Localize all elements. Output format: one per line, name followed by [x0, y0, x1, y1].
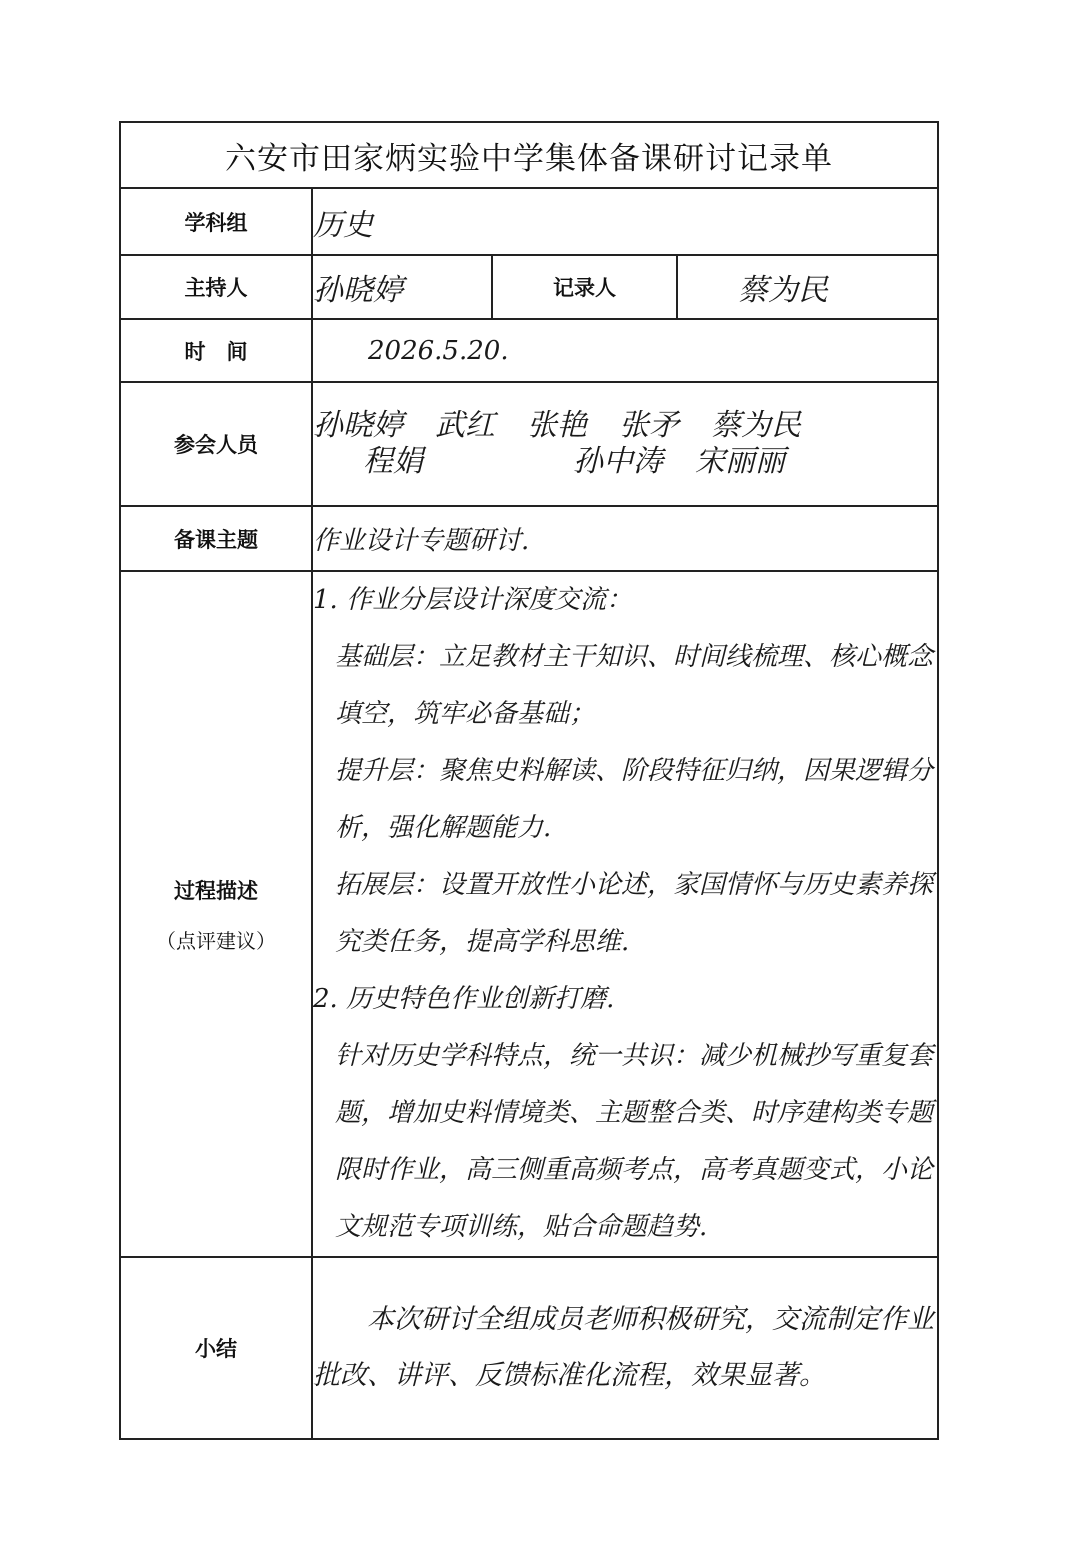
attendees-row-1: [313, 408, 937, 444]
host-label: 主持人: [120, 255, 312, 319]
attendee-name: 武红: [435, 408, 495, 443]
process-line: 拓展层：设置开放性小论述，家国情怀与历史素养探究类任务，提高学科思维.: [335, 870, 934, 957]
record-form: [119, 121, 939, 1440]
time-label: 时 间: [120, 319, 312, 382]
attendee-name: 程娟: [363, 444, 423, 479]
summary-content: [312, 1257, 938, 1439]
process-line: 2. 历史特色作业创新打磨.: [313, 984, 615, 1014]
topic-value: 作业设计专题研讨.: [312, 506, 938, 571]
recorder-label: 记录人: [492, 255, 677, 319]
attendees-row-2: [313, 444, 937, 480]
attendee-name: 张艳: [527, 408, 587, 443]
process-line: 提升层：聚焦史料解读、阶段特征归纳，因果逻辑分析，强化解题能力.: [335, 756, 934, 843]
attendee-name: 宋丽丽: [695, 444, 785, 479]
attendees-label: 参会人员: [120, 382, 312, 506]
topic-label: 备课主题: [120, 506, 312, 571]
process-content: [312, 571, 938, 1257]
attendee-name: 张矛: [619, 408, 679, 443]
process-sublabel: （点评建议）: [156, 928, 276, 953]
attendees-value: [312, 382, 938, 506]
time-value: 2026.5.20.: [312, 319, 938, 382]
attendee-name: 孙晓婷: [313, 408, 403, 443]
attendee-name: 蔡为民: [711, 408, 801, 443]
subject-group-label: 学科组: [120, 188, 312, 255]
process-line: 1. 作业分层设计深度交流：: [313, 585, 633, 615]
process-label-cell: [120, 571, 312, 1257]
process-line: 针对历史学科特点，统一共识：减少机械抄写重复套题，增加史料情境类、主题整合类、时序建构类专题限时作业，高三侧重高频考点，高考真题变式，小论文规范专项训练，贴合命题趋势.: [335, 1041, 934, 1242]
summary-label: 小结: [120, 1257, 312, 1439]
form-title: 六安市田家炳实验中学集体备课研讨记录单: [120, 122, 938, 188]
attendee-name: 孙中涛: [573, 444, 663, 479]
process-label: 过程描述: [174, 878, 258, 903]
subject-group-value: 历史: [312, 188, 938, 255]
summary-text: 本次研讨全组成员老师积极研究，交流制定作业批改、讲评、反馈标准化流程，效果显著。: [313, 1304, 934, 1391]
recorder-value: 蔡为民: [677, 255, 938, 319]
host-value: 孙晓婷: [312, 255, 492, 319]
process-line: 基础层：立足教材主干知识、时间线梳理、核心概念填空，筑牢必备基础；: [335, 642, 934, 729]
